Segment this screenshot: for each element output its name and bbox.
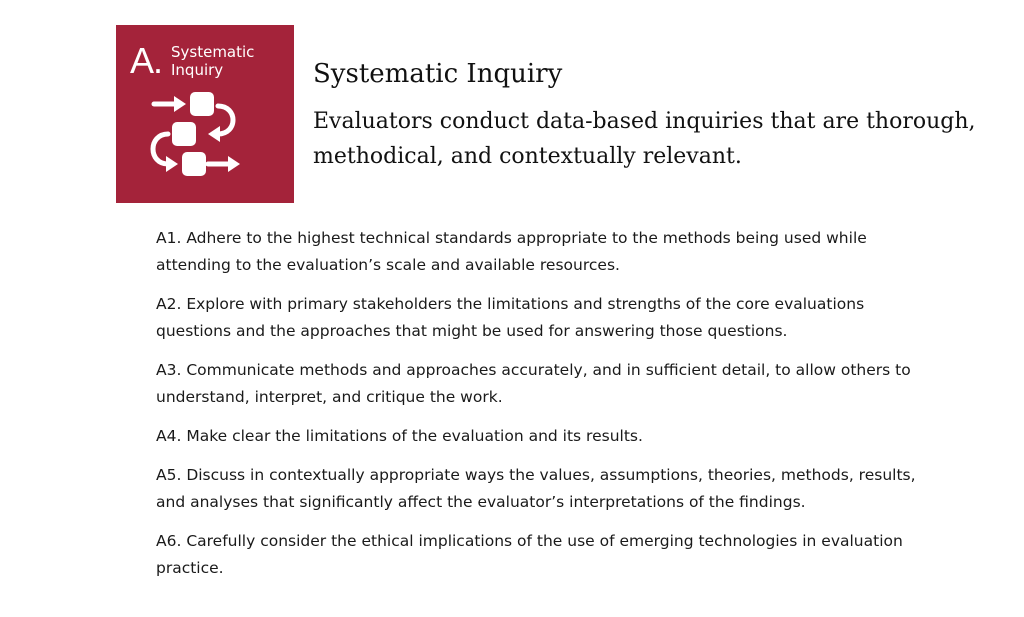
principle-a2: A2. Explore with primary stakeholders the limitations and strengths of the core evaluations questions and the approaches that might be used for answering those questions.: [156, 295, 865, 340]
principle-a3: A3. Communicate methods and approaches accurately, and in sufficient detail, to allow others to understand, interpret, and critique the work.: [156, 361, 911, 406]
process-flow-icon: [146, 90, 246, 190]
heading: [313, 56, 993, 174]
principles-list: [156, 225, 916, 594]
page-title: Systematic Inquiry: [313, 59, 563, 89]
principle-a6: A6. Carefully consider the ethical implications of the use of emerging technologies in evaluation practice.: [156, 532, 903, 577]
badge-label: Systematic Inquiry: [171, 43, 255, 79]
principle-a1: A1. Adhere to the highest technical standards appropriate to the methods being used while attending to the evaluation’s scale and available resources.: [156, 229, 867, 274]
page-subtitle: Evaluators conduct data-based inquiries that are thorough, methodical, and contextually relevant.: [313, 109, 976, 169]
principle-a5: A5. Discuss in contextually appropriate ways the values, assumptions, theories, methods, results, and analyses that significantly affect the evaluator’s interpretations of the findings.: [156, 466, 916, 511]
badge-letter: A.: [130, 40, 163, 81]
principle-a4: A4. Make clear the limitations of the evaluation and its results.: [156, 427, 643, 445]
category-badge: [116, 25, 294, 203]
